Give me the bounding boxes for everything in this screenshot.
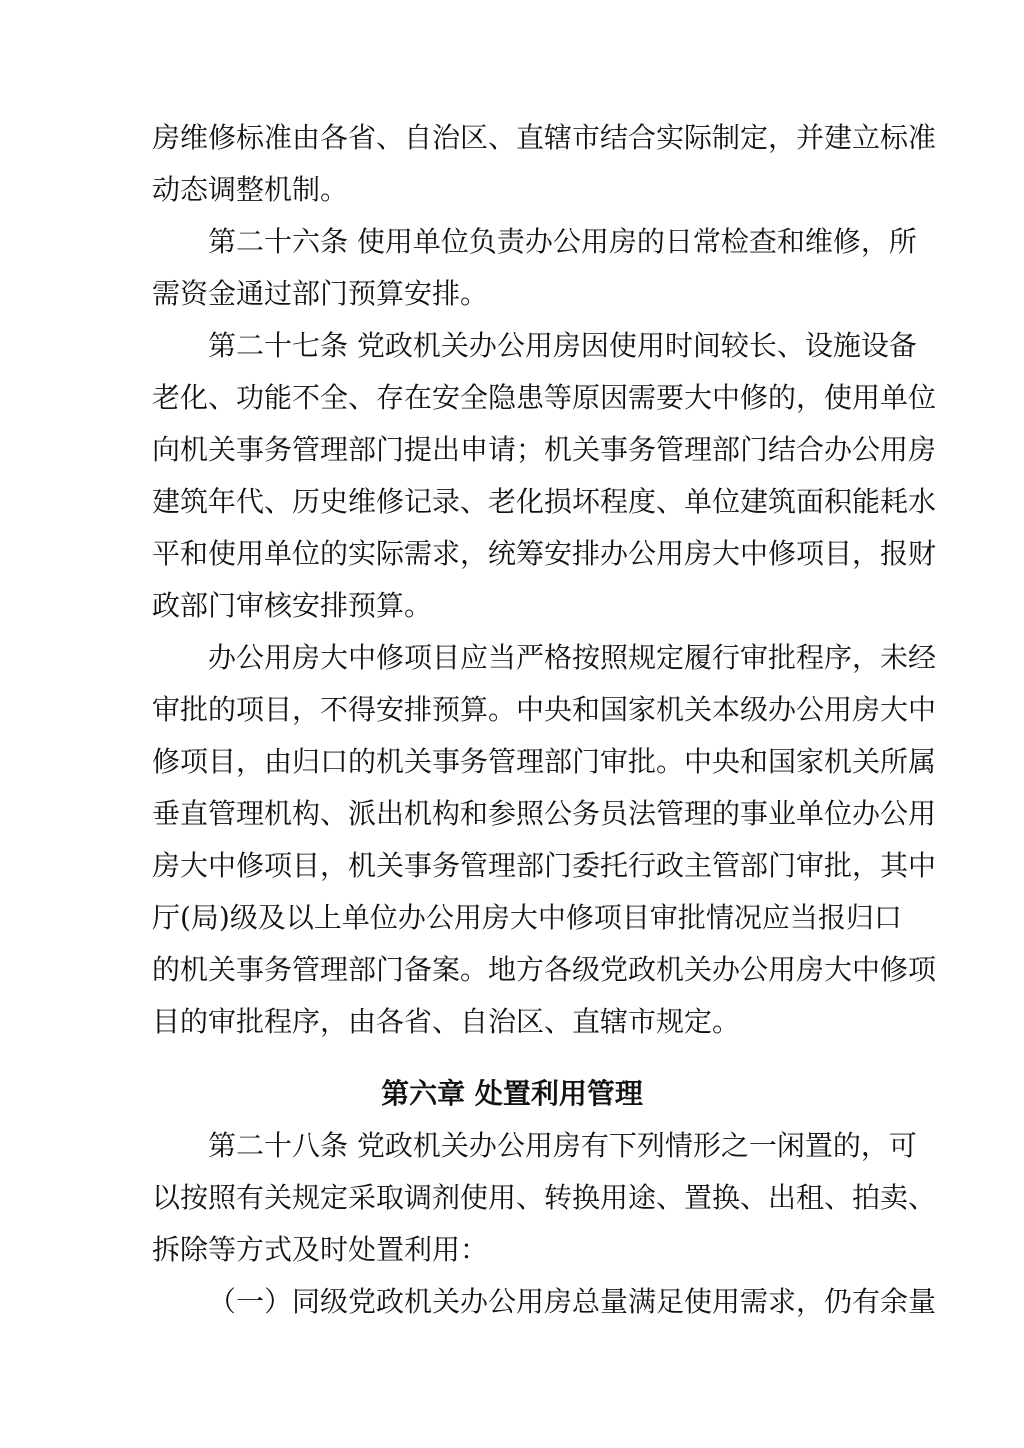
- text-line: 动态调整机制。: [152, 173, 349, 206]
- paragraph-start: 办公用房大中修项目应当严格按照规定履行审批程序，未经: [208, 641, 937, 674]
- text-line: 向机关事务管理部门提出申请；机关事务管理部门结合办公用房: [152, 433, 937, 466]
- text-line: 审批的项目，不得安排预算。中央和国家机关本级办公用房大中: [152, 693, 937, 726]
- text-line: 的机关事务管理部门备案。地方各级党政机关办公用房大中修项: [152, 953, 937, 986]
- article-28-start: 第二十八条 党政机关办公用房有下列情形之一闲置的，可: [208, 1129, 917, 1162]
- text-line: 平和使用单位的实际需求，统筹安排办公用房大中修项目，报财: [152, 537, 937, 570]
- article-27-start: 第二十七条 党政机关办公用房因使用时间较长、设施设备: [208, 329, 917, 362]
- text-line: 房大中修项目，机关事务管理部门委托行政主管部门审批，其中: [152, 849, 937, 882]
- text-line: 厅(局)级及以上单位办公用房大中修项目审批情况应当报归口: [152, 901, 902, 934]
- text-line: 目的审批程序，由各省、自治区、直辖市规定。: [152, 1005, 741, 1038]
- text-line: 需资金通过部门预算安排。: [152, 277, 489, 310]
- text-line: 垂直管理机构、派出机构和参照公务员法管理的事业单位办公用: [152, 797, 937, 830]
- text-line: 以按照有关规定采取调剂使用、转换用途、置换、出租、拍卖、: [152, 1181, 937, 1214]
- text-line: 房维修标准由各省、自治区、直辖市结合实际制定，并建立标准: [152, 121, 937, 154]
- text-line: 老化、功能不全、存在安全隐患等原因需要大中修的，使用单位: [152, 381, 937, 414]
- text-line: 建筑年代、历史维修记录、老化损坏程度、单位建筑面积能耗水: [152, 485, 937, 518]
- text-line: 政部门审核安排预算。: [152, 589, 433, 622]
- chapter-heading: 第六章 处置利用管理: [381, 1077, 643, 1110]
- list-item-1: （一）同级党政机关办公用房总量满足使用需求，仍有余量: [208, 1285, 937, 1318]
- text-line: 修项目，由归口的机关事务管理部门审批。中央和国家机关所属: [152, 745, 937, 778]
- article-26-start: 第二十六条 使用单位负责办公用房的日常检查和维修，所: [208, 225, 917, 258]
- text-line: 拆除等方式及时处置利用：: [152, 1233, 489, 1266]
